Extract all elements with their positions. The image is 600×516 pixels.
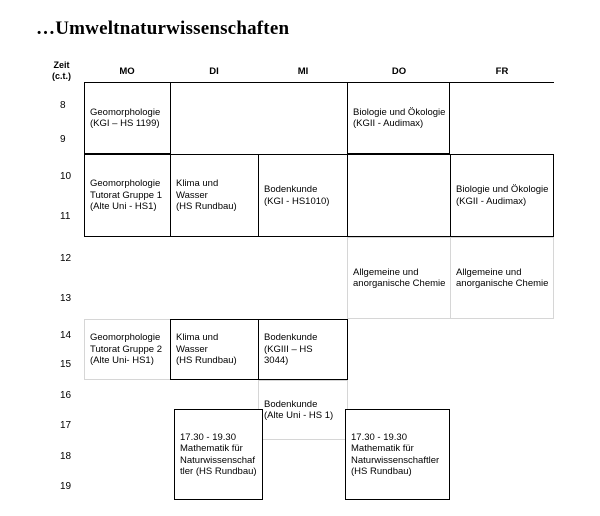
course-cell-mo-14 (84, 319, 171, 380)
page-title: …Umweltnaturwissenschaften (36, 18, 290, 39)
course-text: Geomorphologie Tutorat Gruppe 2 (Alte Uni- HS1) (90, 332, 162, 367)
course-cell-mo-8 (84, 82, 171, 154)
hour-label: 13 (60, 293, 72, 304)
course-cell-di-17 (174, 409, 263, 500)
hour-label: 19 (60, 481, 72, 492)
hour-label: 15 (60, 359, 72, 370)
course-cell-mi-16 (258, 380, 348, 440)
course-cell-mi-10 (258, 154, 348, 237)
course-text: 17.30 - 19.30 Mathematik für Naturwissenschaf tler (HS Rundbau) (180, 431, 257, 477)
course-cell-mo-10 (84, 154, 171, 237)
course-text: Allgemeine und anorganische Chemie (353, 266, 446, 289)
hour-label: 17 (60, 420, 72, 431)
day-header-fr: FR (495, 66, 509, 77)
day-header-do: DO (391, 66, 407, 77)
course-text: Bodenkunde (KGIII – HS 3044) (264, 332, 318, 367)
course-text: Geomorphologie Tutorat Gruppe 1 (Alte Uni - HS1) (90, 178, 162, 213)
course-text: Klima und Wasser (HS Rundbau) (176, 178, 237, 213)
course-text: Geomorphologie (KGI – HS 1199) (90, 106, 161, 129)
day-header-mi: MI (297, 66, 309, 77)
course-text: Allgemeine und anorganische Chemie (456, 266, 549, 289)
course-cell-mi-14 (258, 319, 348, 380)
course-cell-di-14 (170, 319, 259, 380)
course-cell-di-10 (170, 154, 259, 237)
hour-label: 16 (60, 390, 72, 401)
day-header-di: DI (209, 66, 219, 77)
course-text: Klima und Wasser (HS Rundbau) (176, 332, 237, 367)
course-cell-fr-12 (450, 237, 554, 319)
hour-label: 11 (60, 211, 71, 222)
course-cell-fr-10 (450, 154, 554, 237)
day-header-mo: MO (119, 66, 135, 77)
course-cell-do-17 (345, 409, 450, 500)
course-text: Bodenkunde (Alte Uni - HS 1) (264, 398, 334, 421)
time-column-header: Zeit (c.t.) (52, 60, 71, 81)
course-cell-do-10-empty (347, 154, 451, 237)
hour-label: 8 (60, 100, 66, 111)
hour-label: 10 (60, 171, 72, 182)
course-cell-do-12 (347, 237, 451, 319)
hour-label: 12 (60, 253, 72, 264)
hour-label: 18 (60, 451, 72, 462)
course-text: Bodenkunde (KGI - HS1010) (264, 184, 330, 207)
hour-label: 14 (60, 330, 72, 341)
course-text: Biologie und Ökologie (KGII - Audimax) (456, 184, 549, 207)
course-text: Biologie und Ökologie (KGII - Audimax) (353, 106, 446, 129)
hour-label: 9 (60, 134, 66, 145)
course-text: 17.30 - 19.30 Mathematik für Naturwissenschaftler (HS Rundbau) (351, 431, 440, 477)
course-cell-do-8 (347, 82, 450, 154)
